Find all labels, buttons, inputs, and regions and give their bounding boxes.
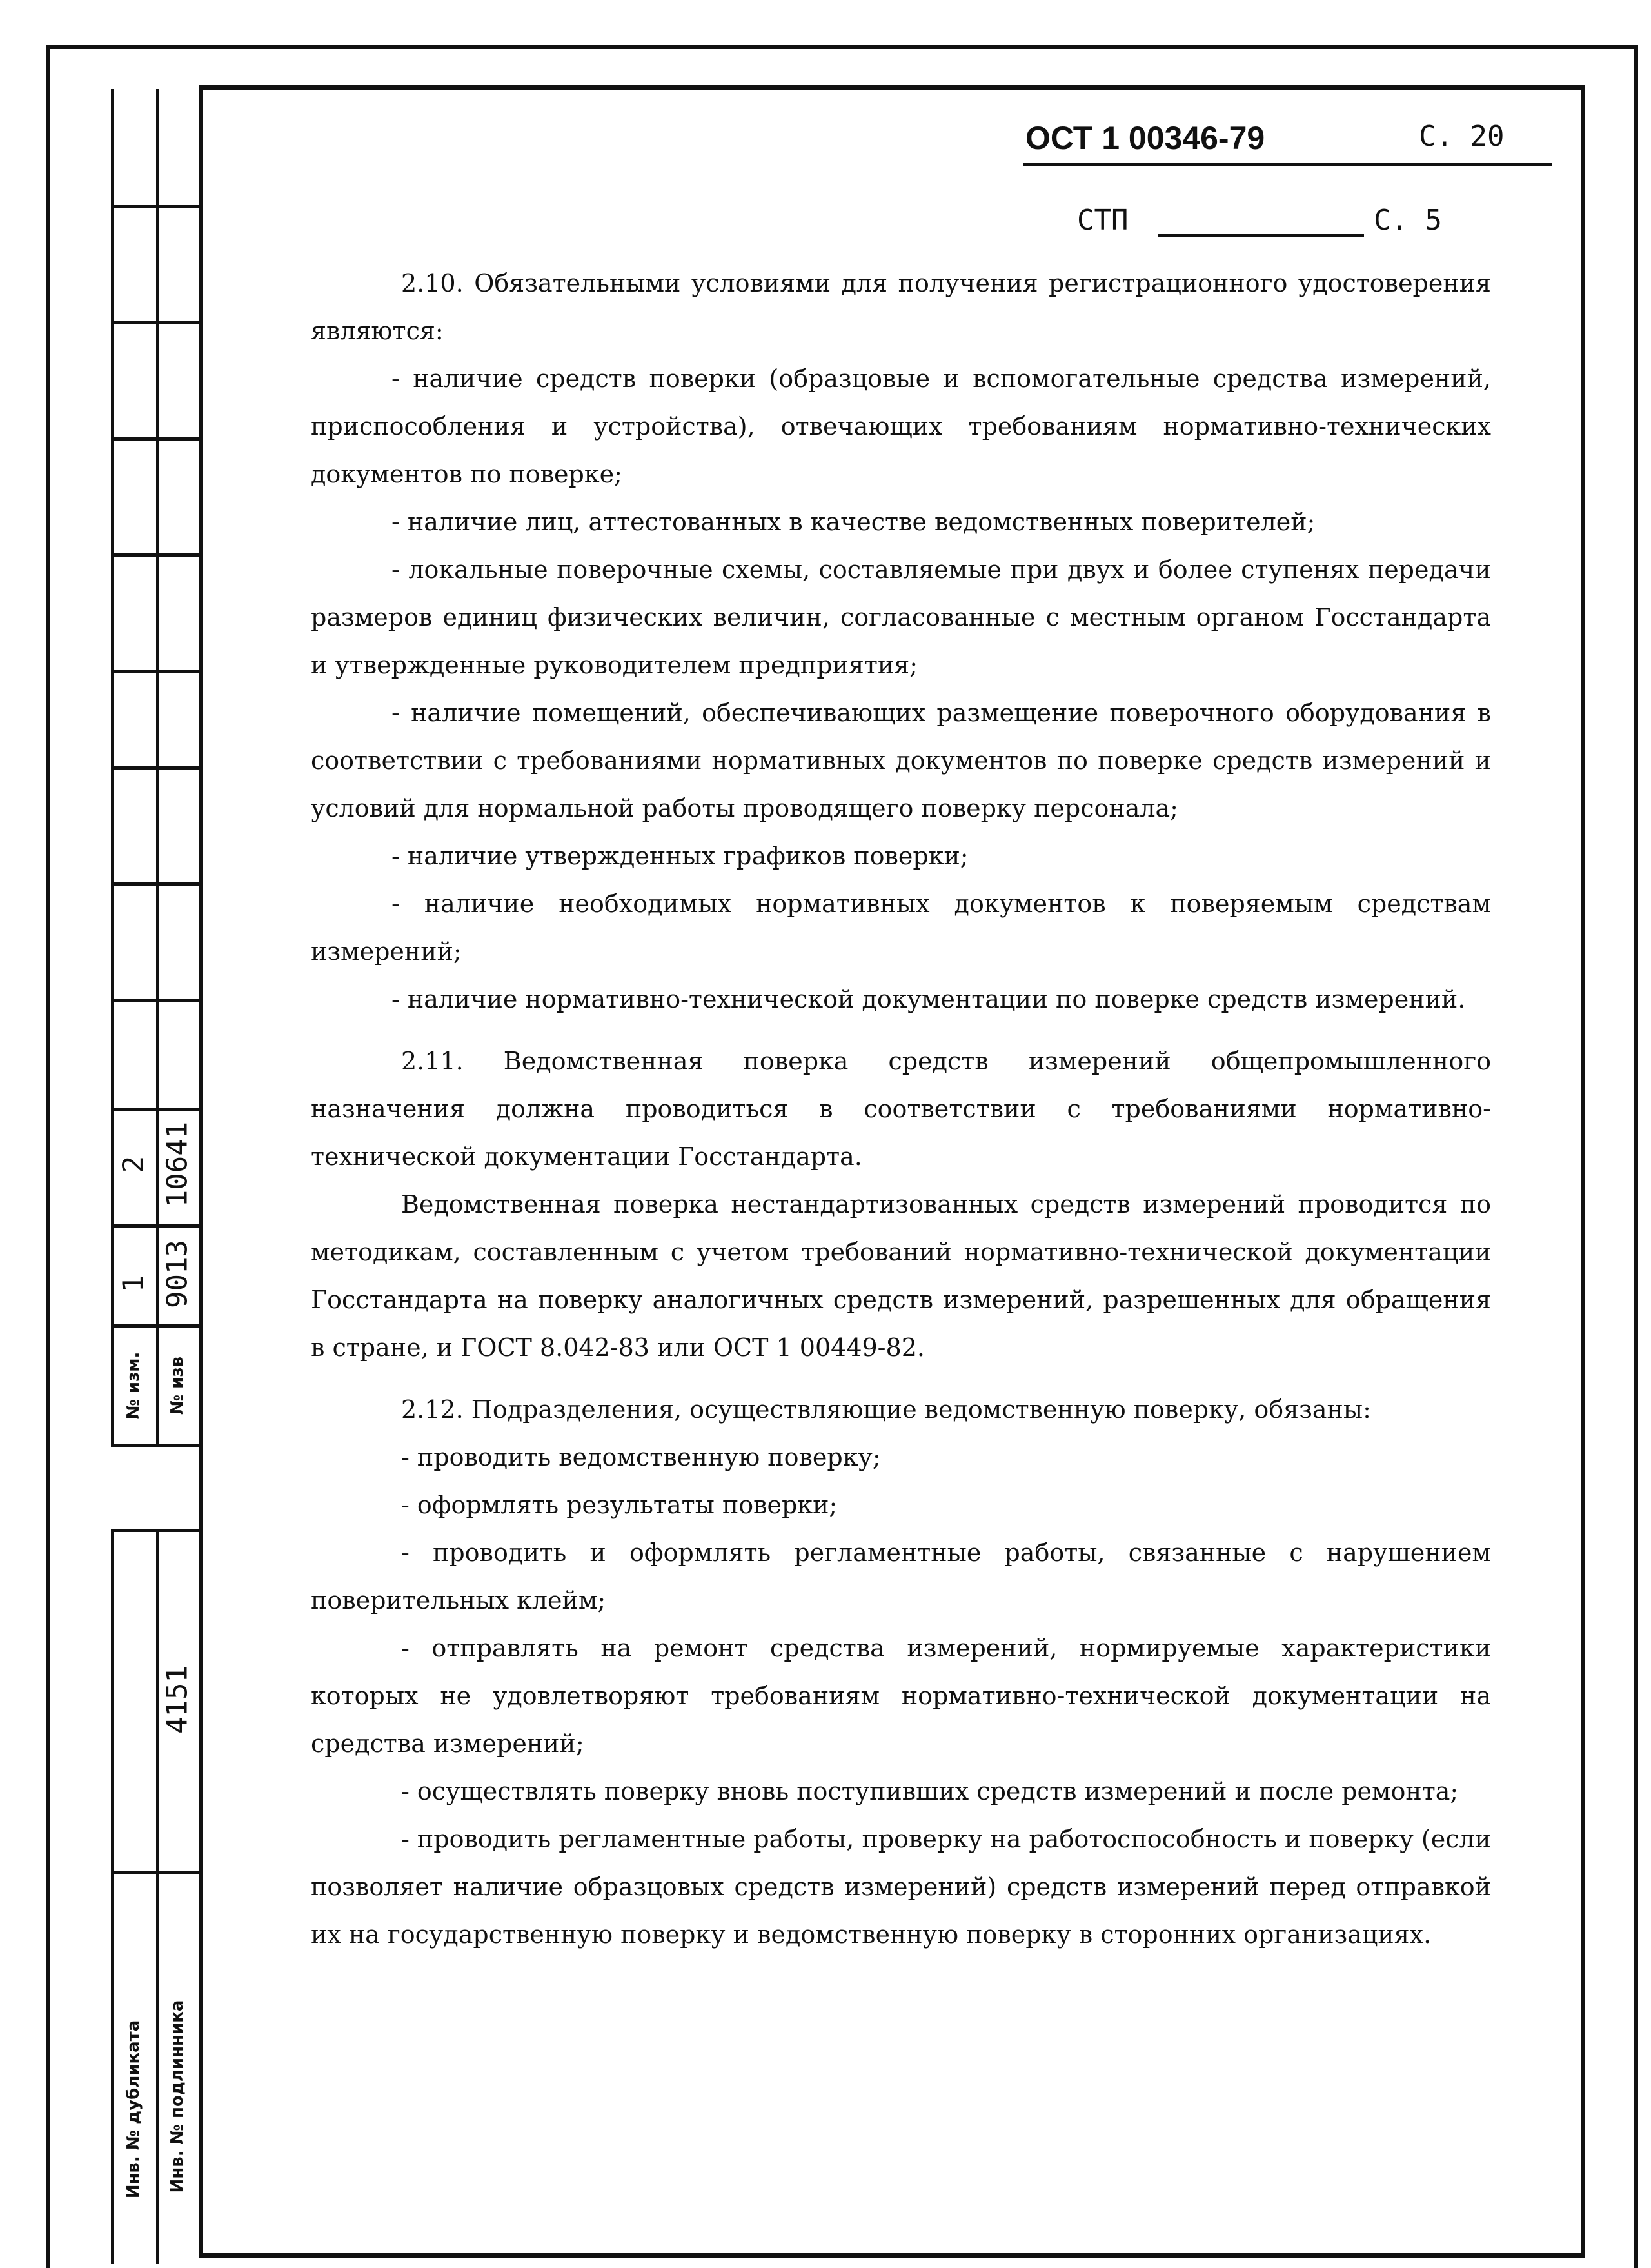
list-item: - оформлять результаты поверки;: [401, 1491, 838, 1519]
stp-blank-line: [1158, 234, 1364, 237]
clause-2-12: 2.12. Подразделения, осуществляющие ведомственную поверку, обязаны:: [401, 1395, 1371, 1424]
side-row-line: [111, 1324, 199, 1328]
side-row-line: [111, 1224, 199, 1228]
document-id-underline: [1023, 163, 1552, 166]
clause-2-10: 2.10. Обязательными условиями для получения регистрационного удостоверения являются:: [311, 269, 1491, 345]
izm-label: № изм.: [124, 1351, 143, 1420]
side-row-line: [111, 1529, 199, 1532]
list-item: - проводить регламентные работы, проверку на работоспособность и поверку (если позволяет наличие образцовых средств измерений) средств измерений перед отправкой их на государственную поверку и ведомственную поверку в сторонних организациях.: [311, 1825, 1491, 1949]
list-item: - отправлять на ремонт средства измерений, нормируемые характеристики которых не удовлетворяют требованиям нормативно-технической документации на средства измерений;: [311, 1634, 1491, 1758]
side-column-line: [156, 1529, 159, 2264]
list-item: - наличие средств поверки (образцовые и вспомогательные средства измерений, приспособления и устройства), отвечающих требованиям нормативно-технических документов по поверке;: [311, 364, 1491, 488]
page-number: С. 20: [1419, 120, 1505, 153]
side-row-line: [111, 205, 199, 208]
izm-1-value: 1: [117, 1275, 150, 1293]
izm-2-value: 2: [117, 1155, 150, 1173]
side-row-line: [111, 1108, 199, 1111]
list-item: - наличие необходимых нормативных документов к поверяемым средствам измерений;: [311, 890, 1491, 966]
document-id: ОСТ 1 00346-79: [1025, 120, 1265, 156]
stp-label: СТП: [1077, 204, 1129, 237]
side-row-line: [111, 882, 199, 886]
paragraph: Ведомственная поверка нестандартизованных средств измерений проводится по методикам, составленным с учетом требований нормативно-технической документации Госстандарта на поверку аналогичных средств измерений, разрешенных для обращения в стране, и ГОСТ 8.042-83 или ОСТ 1 00449-82.: [311, 1190, 1491, 1362]
list-item: - проводить ведомственную поверку;: [401, 1443, 881, 1471]
side-row-line: [111, 1871, 199, 1874]
izv-1-value: 9013: [161, 1240, 194, 1308]
list-item: - наличие утвержденных графиков поверки;: [391, 842, 969, 870]
side-row-line: [111, 437, 199, 441]
list-item: - наличие помещений, обеспечивающих размещение поверочного оборудования в соответствии с требованиями нормативных документов по поверке средств измерений и условий для нормальной работы проводящего поверку персонала;: [311, 699, 1491, 822]
document-body: [311, 259, 1491, 1958]
list-item: - проводить и оформлять регламентные работы, связанные с нарушением поверительных клейм;: [311, 1538, 1491, 1615]
side-row-line: [111, 999, 199, 1002]
inv-dublikata-label: Инв. № дубликата: [124, 2020, 143, 2199]
list-item: - наличие нормативно-технической документации по поверке средств измерений.: [391, 985, 1466, 1013]
side-row-line: [111, 670, 199, 673]
clause-2-11: 2.11. Ведомственная поверка средств измерений общепромышленного назначения должна проводиться в соответствии с требованиями нормативно-технической документации Госстандарта.: [311, 1047, 1491, 1171]
inv-podlinnika-label: Инв. № подлинника: [168, 2000, 187, 2193]
izv-2-value: 10641: [161, 1121, 194, 1208]
side-row-line: [111, 553, 199, 557]
list-item: - наличие лиц, аттестованных в качестве ведомственных поверителей;: [391, 508, 1316, 536]
list-item: - осуществлять поверку вновь поступивших средств измерений и после ремонта;: [401, 1777, 1459, 1805]
side-column-line: [111, 1529, 114, 2264]
side-row-line: [111, 1444, 199, 1447]
podlinnik-value: 4151: [161, 1666, 194, 1734]
side-row-line: [111, 766, 199, 770]
stp-page-number: С. 5: [1374, 204, 1442, 237]
list-item: - локальные поверочные схемы, составляемые при двух и более ступенях передачи размеров единиц физических величин, согласованные с местным органом Госстандарта и утвержденные руководителем предприятия;: [311, 555, 1491, 679]
izv-label: № изв: [168, 1356, 187, 1415]
side-row-line: [111, 321, 199, 324]
